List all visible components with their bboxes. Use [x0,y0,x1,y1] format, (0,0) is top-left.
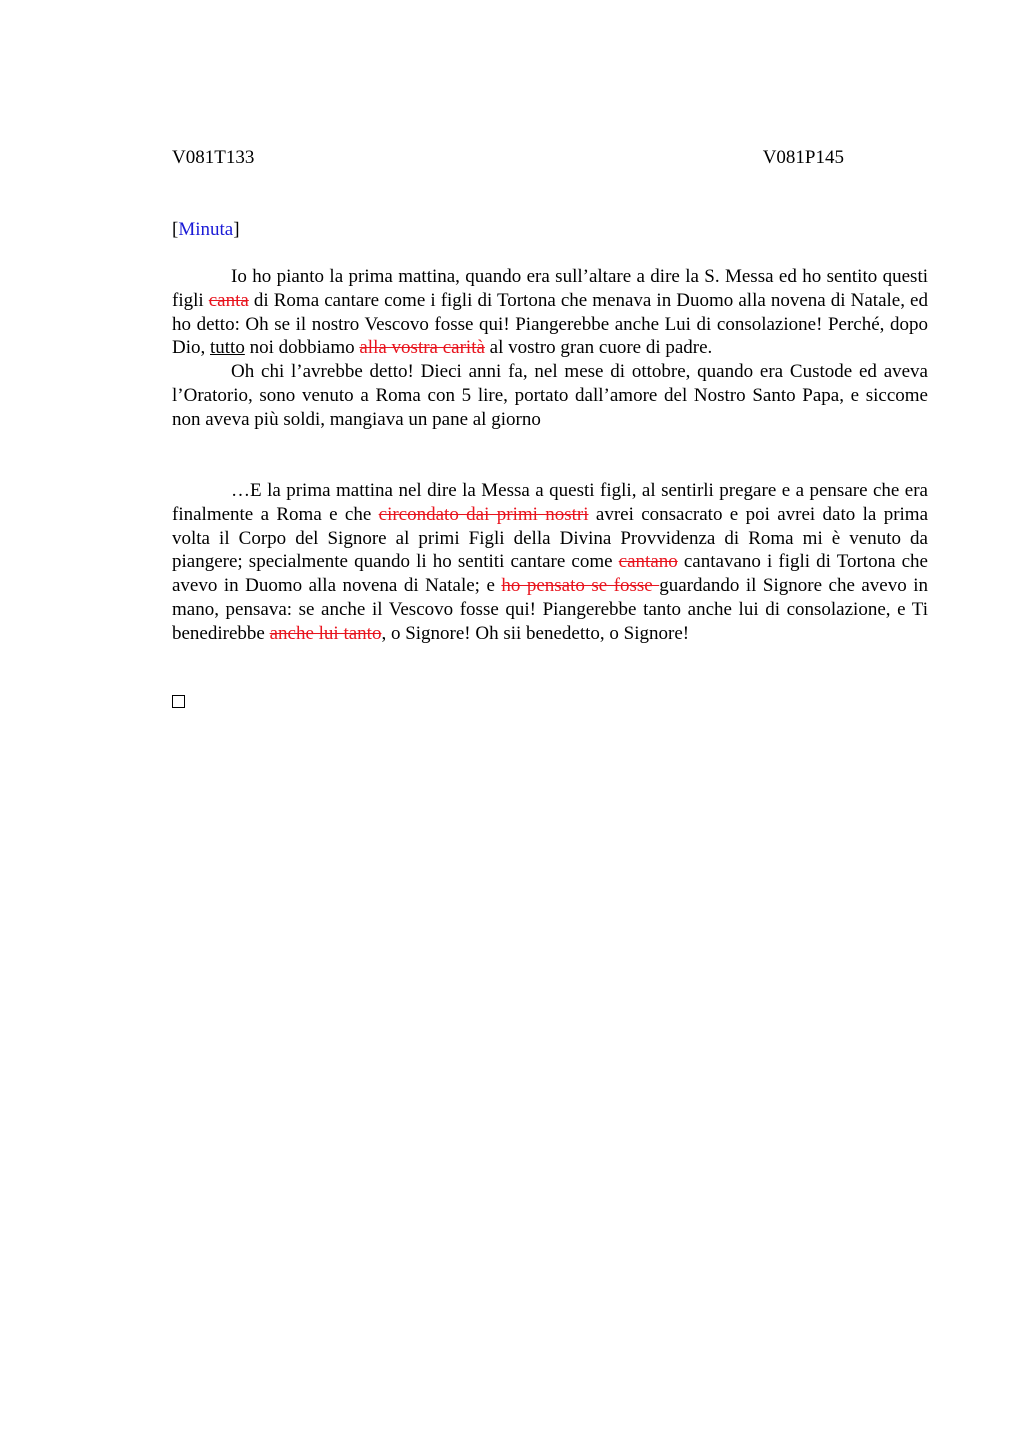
deleted-word: canta [208,289,249,311]
minuta-close-bracket: ] [233,219,240,240]
text-block-1 [172,265,928,432]
paragraph-3-text: , o Signore! Oh sii benedetto, o Signore! [381,622,690,644]
deleted-word: cantano [618,551,678,573]
paragraph-1-text: noi dobbiamo [244,337,360,359]
paragraph-1-text: di Roma cantare come i figli di Tortona che menava in Duomo alla novena di Natale, ed ho detto: Oh se il nostro Vescovo fosse qui! Piangerebbe anche Lui di consolazione! Perché, dopo Dio, [172,289,928,359]
paragraph-2-text: Oh chi l’avrebbe detto! Dieci anni fa, nel mese di ottobre, quando era Custode ed aveva l’Oratorio, sono venuto a Roma con 5 lire, portato dall’amore del Nostro Santo Papa, e siccome non aveva più soldi, mangiava un pane al giorno [172,361,928,430]
paragraph-3-text: guardando il Signore che avevo in mano, pensava: se anche il Vescovo fosse qui! Piangerebbe tanto anche lui di consolazione, e Ti benedirebbe [172,575,928,644]
paragraph-3-text: …E la prima mattina nel dire la Messa a questi figli, al sentirli pregare e a pensare che era finalmente a Roma e che [172,480,928,525]
deleted-phrase: ho pensato se fosse [501,575,660,597]
paragraph-2 [172,360,928,431]
document-code-right: V081P145 [762,147,844,168]
deleted-phrase: anche lui tanto [269,622,382,644]
paragraph-1 [172,265,928,360]
deleted-phrase: alla vostra carità [359,337,485,359]
deleted-phrase: circondato dai primi nostri [378,503,589,525]
paragraph-1-text: Io ho pianto la prima mattina, quando era sull’altare a dire la S. Messa ed ho sentito questi figli [172,266,928,311]
paragraph-3 [172,479,928,646]
minuta-open-bracket: [ [172,219,179,240]
underlined-word: tutto [210,337,245,359]
paragraph-3-text: cantavano i figli di Tortona che avevo in Duomo alla novena di Natale; e [172,551,928,597]
paragraph-3-text: avrei consacrato e poi avrei dato la prima volta il Corpo del Signore al primi Figli della Divina Provvidenza di Roma mi è venuto da piangere; specialmente quando li ho sentiti cantare come [172,503,929,573]
minuta-heading [172,217,240,243]
document-header [172,145,844,171]
empty-square-icon [172,695,185,708]
document-code-left: V081T133 [172,147,255,168]
minuta-label: Minuta [178,219,234,240]
text-block-2 [172,479,928,646]
paragraph-1-text: al vostro gran cuore di padre. [484,337,713,359]
